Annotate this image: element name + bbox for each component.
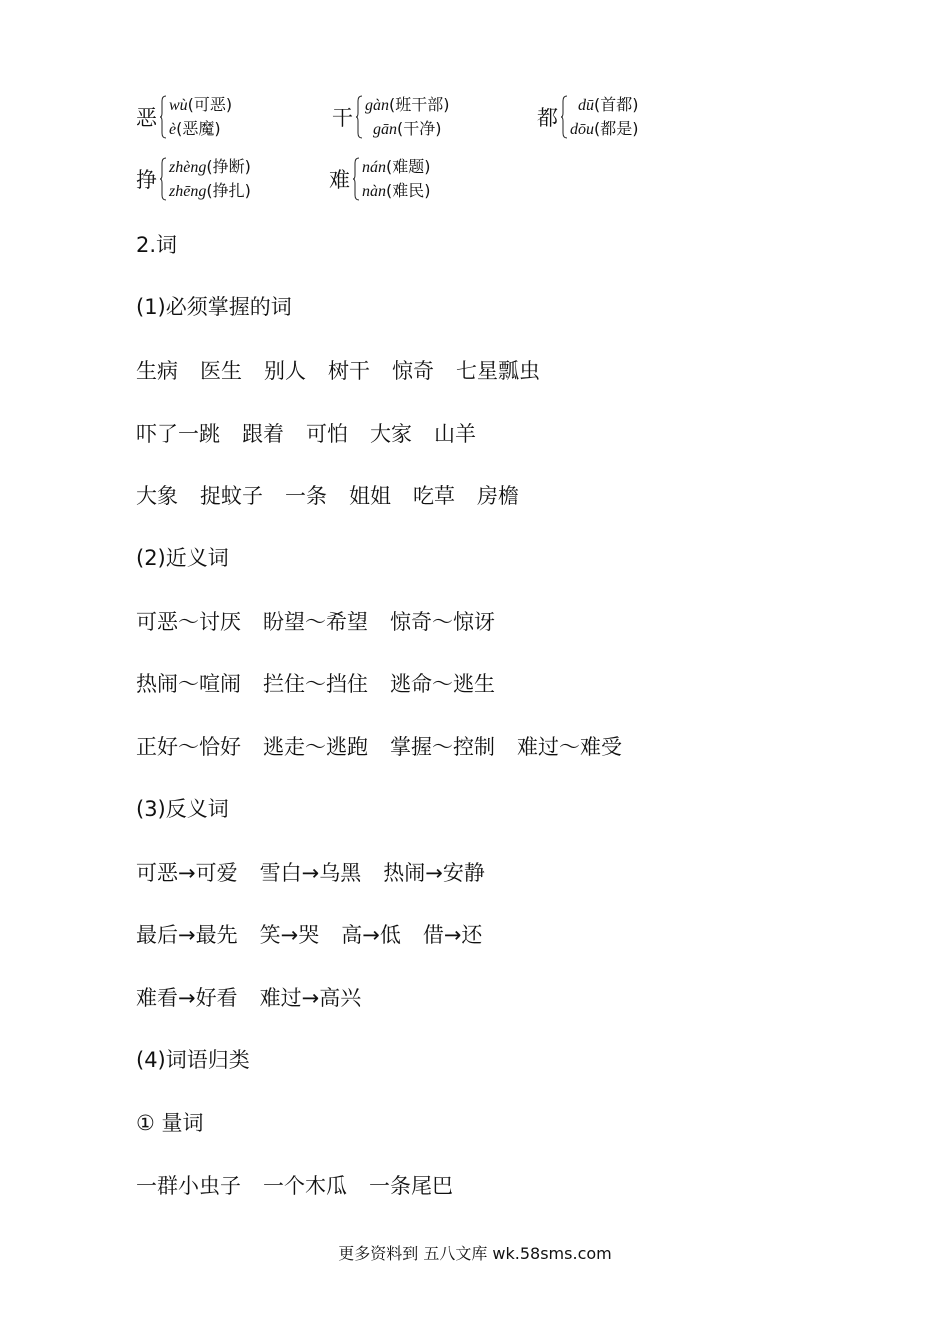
word: 大家 [370, 422, 412, 446]
antonym-pair: 高→低 [341, 923, 401, 947]
antonym-pair: 笑→哭 [259, 923, 320, 947]
polyphone-char: 恶 [136, 106, 157, 130]
word: 吓了一跳 [136, 422, 220, 446]
pinyin: dōu [570, 121, 594, 138]
word-row [136, 418, 476, 448]
pinyin: gàn [365, 97, 389, 114]
pinyin: è [169, 121, 177, 138]
subheading-must-know: (1)必须掌握的词 [136, 295, 292, 319]
word: 吃草 [413, 484, 455, 508]
word-row [136, 355, 540, 385]
polyphone-e [136, 93, 232, 141]
reading [169, 179, 251, 203]
example-word: (班干部) [389, 95, 450, 114]
synonym-pair: 难过～难受 [517, 735, 622, 759]
synonym-pair: 逃命～逃生 [390, 672, 495, 696]
brace-icon [561, 95, 568, 139]
antonym-row [136, 982, 361, 1012]
example-word: (恶魔) [176, 119, 221, 138]
polyphone-nan [329, 155, 431, 203]
antonym-pair: 借→还 [422, 923, 483, 947]
subheading-synonyms: (2)近义词 [136, 546, 229, 570]
word: 山羊 [434, 422, 476, 446]
example-word: (首都) [594, 95, 639, 114]
reading [169, 155, 251, 179]
synonym-pair: 拦住～挡住 [263, 672, 368, 696]
measure-word-row [136, 1170, 453, 1200]
polyphone-gan [332, 93, 450, 141]
polyphone-readings [169, 155, 251, 203]
word: 姐姐 [349, 484, 391, 508]
polyphone-char: 挣 [136, 168, 157, 192]
brace-icon [356, 95, 363, 139]
brace-icon [353, 157, 360, 201]
reading [169, 93, 232, 117]
measure-phrase: 一群小虫子 [136, 1174, 241, 1198]
example-word: (干净) [397, 119, 442, 138]
antonym-pair: 可恶→可爱 [136, 861, 238, 885]
polyphone-readings [365, 93, 450, 141]
example-word: (难题) [386, 157, 431, 176]
pinyin: zhēng [169, 183, 207, 200]
word: 生病 [136, 359, 178, 383]
word: 别人 [264, 359, 306, 383]
subheading-classification: (4)词语归类 [136, 1048, 250, 1072]
synonym-pair: 可恶～讨厌 [136, 610, 241, 634]
word-row [136, 480, 519, 510]
word: 医生 [200, 359, 242, 383]
antonym-pair: 难过→高兴 [259, 986, 362, 1010]
example-word: (都是) [594, 119, 639, 138]
polyphone-zheng [136, 155, 251, 203]
polyphone-readings [362, 155, 431, 203]
polyphone-char: 都 [537, 106, 558, 130]
word: 捉蚊子 [200, 484, 263, 508]
page-footer: 更多资料到 五八文库 wk.58sms.com [338, 1244, 612, 1263]
example-word: (可恶) [187, 95, 233, 114]
word: 跟着 [242, 422, 284, 446]
word: 七星瓢虫 [456, 359, 540, 383]
synonym-row [136, 668, 495, 698]
polyphone-readings [169, 93, 232, 141]
antonym-pair: 热闹→安静 [383, 861, 485, 885]
polyphone-du [537, 93, 639, 141]
synonym-pair: 惊奇～惊讶 [390, 610, 495, 634]
example-word: (挣扎) [206, 181, 251, 200]
antonym-pair: 最后→最先 [136, 923, 238, 947]
synonym-pair: 热闹～喧闹 [136, 672, 241, 696]
pinyin: zhèng [169, 159, 207, 176]
measure-phrase: 一条尾巴 [369, 1174, 453, 1198]
pinyin: nàn [362, 183, 386, 200]
subheading-measure-words: ① 量词 [136, 1111, 204, 1135]
word: 树干 [328, 359, 370, 383]
reading [365, 93, 450, 117]
reading [570, 93, 639, 117]
antonym-row [136, 919, 482, 949]
word: 大象 [136, 484, 178, 508]
polyphone-readings [570, 93, 639, 141]
reading [362, 179, 431, 203]
word: 一条 [285, 484, 327, 508]
section-heading-words: 2.词 [136, 233, 178, 257]
word: 可怕 [306, 422, 348, 446]
polyphone-char: 难 [329, 168, 350, 192]
pinyin: gān [373, 121, 397, 138]
word: 房檐 [477, 484, 519, 508]
synonym-row [136, 731, 622, 761]
measure-phrase: 一个木瓜 [263, 1174, 347, 1198]
synonym-pair: 掌握～控制 [390, 735, 495, 759]
pinyin: dū [578, 97, 594, 114]
synonym-pair: 正好～恰好 [136, 735, 241, 759]
word: 惊奇 [392, 359, 434, 383]
subheading-antonyms: (3)反义词 [136, 797, 229, 821]
pinyin: wù [169, 97, 188, 114]
antonym-pair: 雪白→乌黑 [259, 861, 362, 885]
synonym-pair: 盼望～希望 [263, 610, 368, 634]
pinyin: nán [362, 159, 386, 176]
reading [570, 117, 639, 141]
reading [169, 117, 232, 141]
reading [365, 117, 450, 141]
example-word: (挣断) [206, 157, 251, 176]
polyphone-char: 干 [332, 106, 353, 130]
reading [362, 155, 431, 179]
example-word: (难民) [386, 181, 431, 200]
antonym-pair: 难看→好看 [136, 986, 238, 1010]
brace-icon [160, 95, 167, 139]
synonym-pair: 逃走～逃跑 [263, 735, 368, 759]
brace-icon [160, 157, 167, 201]
antonym-row [136, 857, 485, 887]
synonym-row [136, 606, 495, 636]
